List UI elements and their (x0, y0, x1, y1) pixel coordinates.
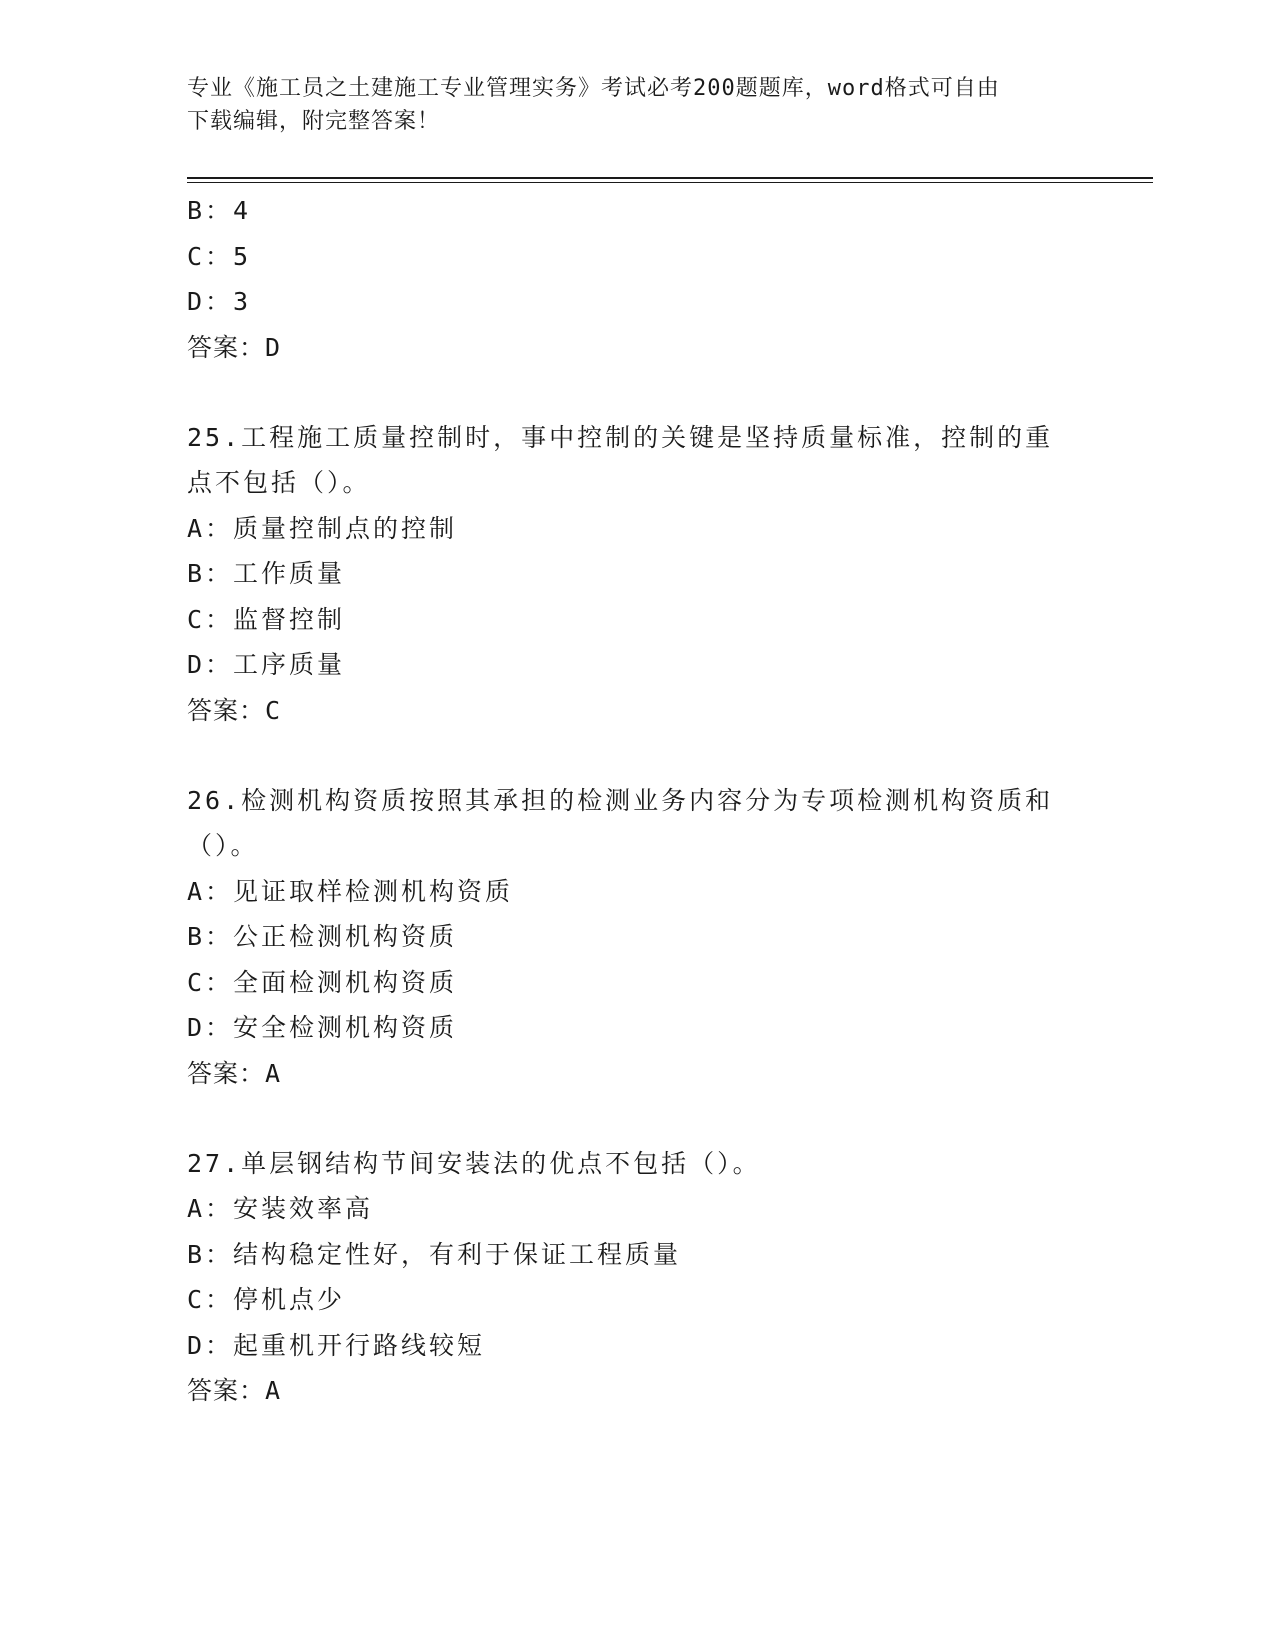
option-b: B：工作质量 (187, 559, 346, 588)
answer-line: 答案：C (187, 695, 282, 725)
option-c: C：5 (187, 241, 252, 271)
question-25 (187, 415, 1087, 734)
option-b: B：结构稳定性好，有利于保证工程质量 (187, 1239, 682, 1269)
question-stem-line1: 26.检测机构资质按照其承担的检测业务内容分为专项检测机构资质和 (187, 785, 1054, 815)
question-stem-line2: （）。 (187, 831, 259, 860)
option-b: B：4 (187, 196, 252, 225)
option-b: B：公正检测机构资质 (187, 922, 458, 951)
question-stem-line1: 27.单层钢结构节间安装法的优点不包括（）。 (187, 1148, 761, 1178)
answer-line: 答案：A (187, 1376, 282, 1405)
option-c: C：停机点少 (187, 1285, 346, 1314)
question-list (187, 188, 1087, 1414)
option-d: D：3 (187, 287, 252, 316)
option-c: C：全面检测机构资质 (187, 967, 458, 997)
answer-line: 答案：D (187, 332, 282, 362)
question-stem-line1: 25.工程施工质量控制时，事中控制的关键是坚持质量标准，控制的重 (187, 422, 1054, 452)
question-26 (187, 778, 1087, 1097)
header-rule-thin (187, 182, 1153, 183)
question-27 (187, 1141, 1087, 1415)
option-a: A：见证取样检测机构资质 (187, 876, 514, 906)
option-d: D：安全检测机构资质 (187, 1013, 458, 1042)
option-d: D：起重机开行路线较短 (187, 1330, 486, 1360)
option-c: C：监督控制 (187, 604, 346, 634)
option-a: A：质量控制点的控制 (187, 513, 458, 543)
header-title-line2: 下载编辑，附完整答案！ (187, 109, 441, 134)
option-d: D：工序质量 (187, 650, 346, 679)
header-title-line1: 专业《施工员之土建施工专业管理实务》考试必考200题题库，word格式可自由 (187, 76, 1000, 101)
page-header (187, 72, 1087, 138)
answer-line: 答案：A (187, 1058, 282, 1088)
option-a: A：安装效率高 (187, 1194, 374, 1223)
question-stem-line2: 点不包括（）。 (187, 468, 371, 497)
header-rule-thick (187, 177, 1153, 179)
question-24-continued (187, 188, 1087, 371)
